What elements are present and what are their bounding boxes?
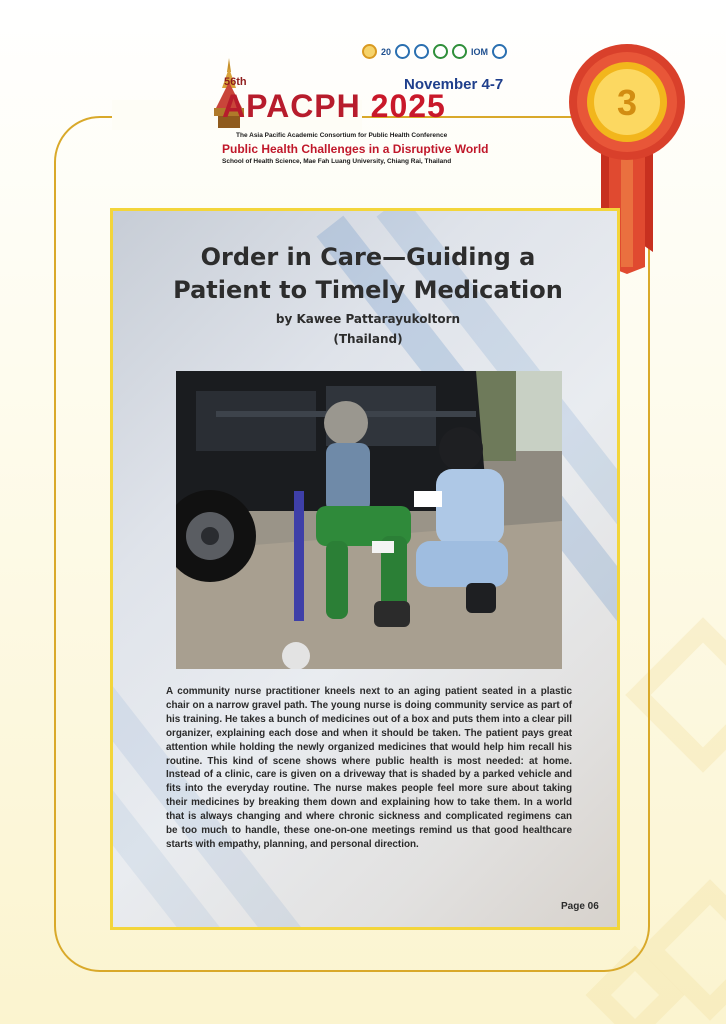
university-seal-icon xyxy=(362,44,377,59)
conference-venue: School of Health Science, Mae Fah Luang University, Chiang Rai, Thailand xyxy=(222,158,452,165)
conference-year: 2025 xyxy=(370,88,446,124)
conference-dates: November 4-7 xyxy=(404,76,504,93)
iom-logo: IOM xyxy=(471,46,489,57)
nurse-and-patient-photo xyxy=(176,371,562,669)
poster-country: (Thailand) xyxy=(333,332,403,346)
poster-author: by Kawee Pattarayukoltorn xyxy=(275,312,461,326)
poster-title: Order in Care—Guiding a Patient to Timely Medication xyxy=(173,243,563,304)
partner-logo-icon xyxy=(433,44,448,59)
conference-acronym: APACPH xyxy=(222,88,361,124)
photo-caption: A community nurse practitioner kneels next to an aging patient seated in a plastic chair on a narrow gravel path. The young nurse is doing community service as part of his training. He takes a bunch of medicines out of a box and puts them into a clear pill organizer, explaining each dose and when it should be taken. The patient pays great attention while holding the newly organized medicines that would help him recall his routine. This kind of scene shows where public health is most needed: at home. Instead of a clinic, care is given on a driveway that is shaded by a parked vehicle and fits into the everyday routine. The nurse makes people feel more sure about taking their medicines by breaking them down and explaining how to take them. In a world that is always changing and where chronic sickness and complicated regimens can be too much to handle, these one-on-one meetings remind us that good healthcare starts with empathy, planning, and personal direction. xyxy=(166,686,572,850)
conference-full-name: The Asia Pacific Academic Consortium for Public Health Conference xyxy=(236,132,448,139)
page-number: Page 06 xyxy=(561,901,599,912)
partner-logo-icon xyxy=(492,44,507,59)
conference-ordinal: 56th xyxy=(224,76,247,88)
award-rank: 3 xyxy=(616,82,638,123)
conference-logo-text xyxy=(222,88,446,125)
ministry-logo-icon xyxy=(452,44,467,59)
partner-logo-icon xyxy=(395,44,410,59)
un-logo-icon xyxy=(414,44,429,59)
conference-theme: Public Health Challenges in a Disruptive World xyxy=(222,142,489,156)
anniversary-logo: 20 xyxy=(381,46,392,57)
partner-logos xyxy=(362,44,507,59)
photo-contest-poster xyxy=(110,208,620,930)
